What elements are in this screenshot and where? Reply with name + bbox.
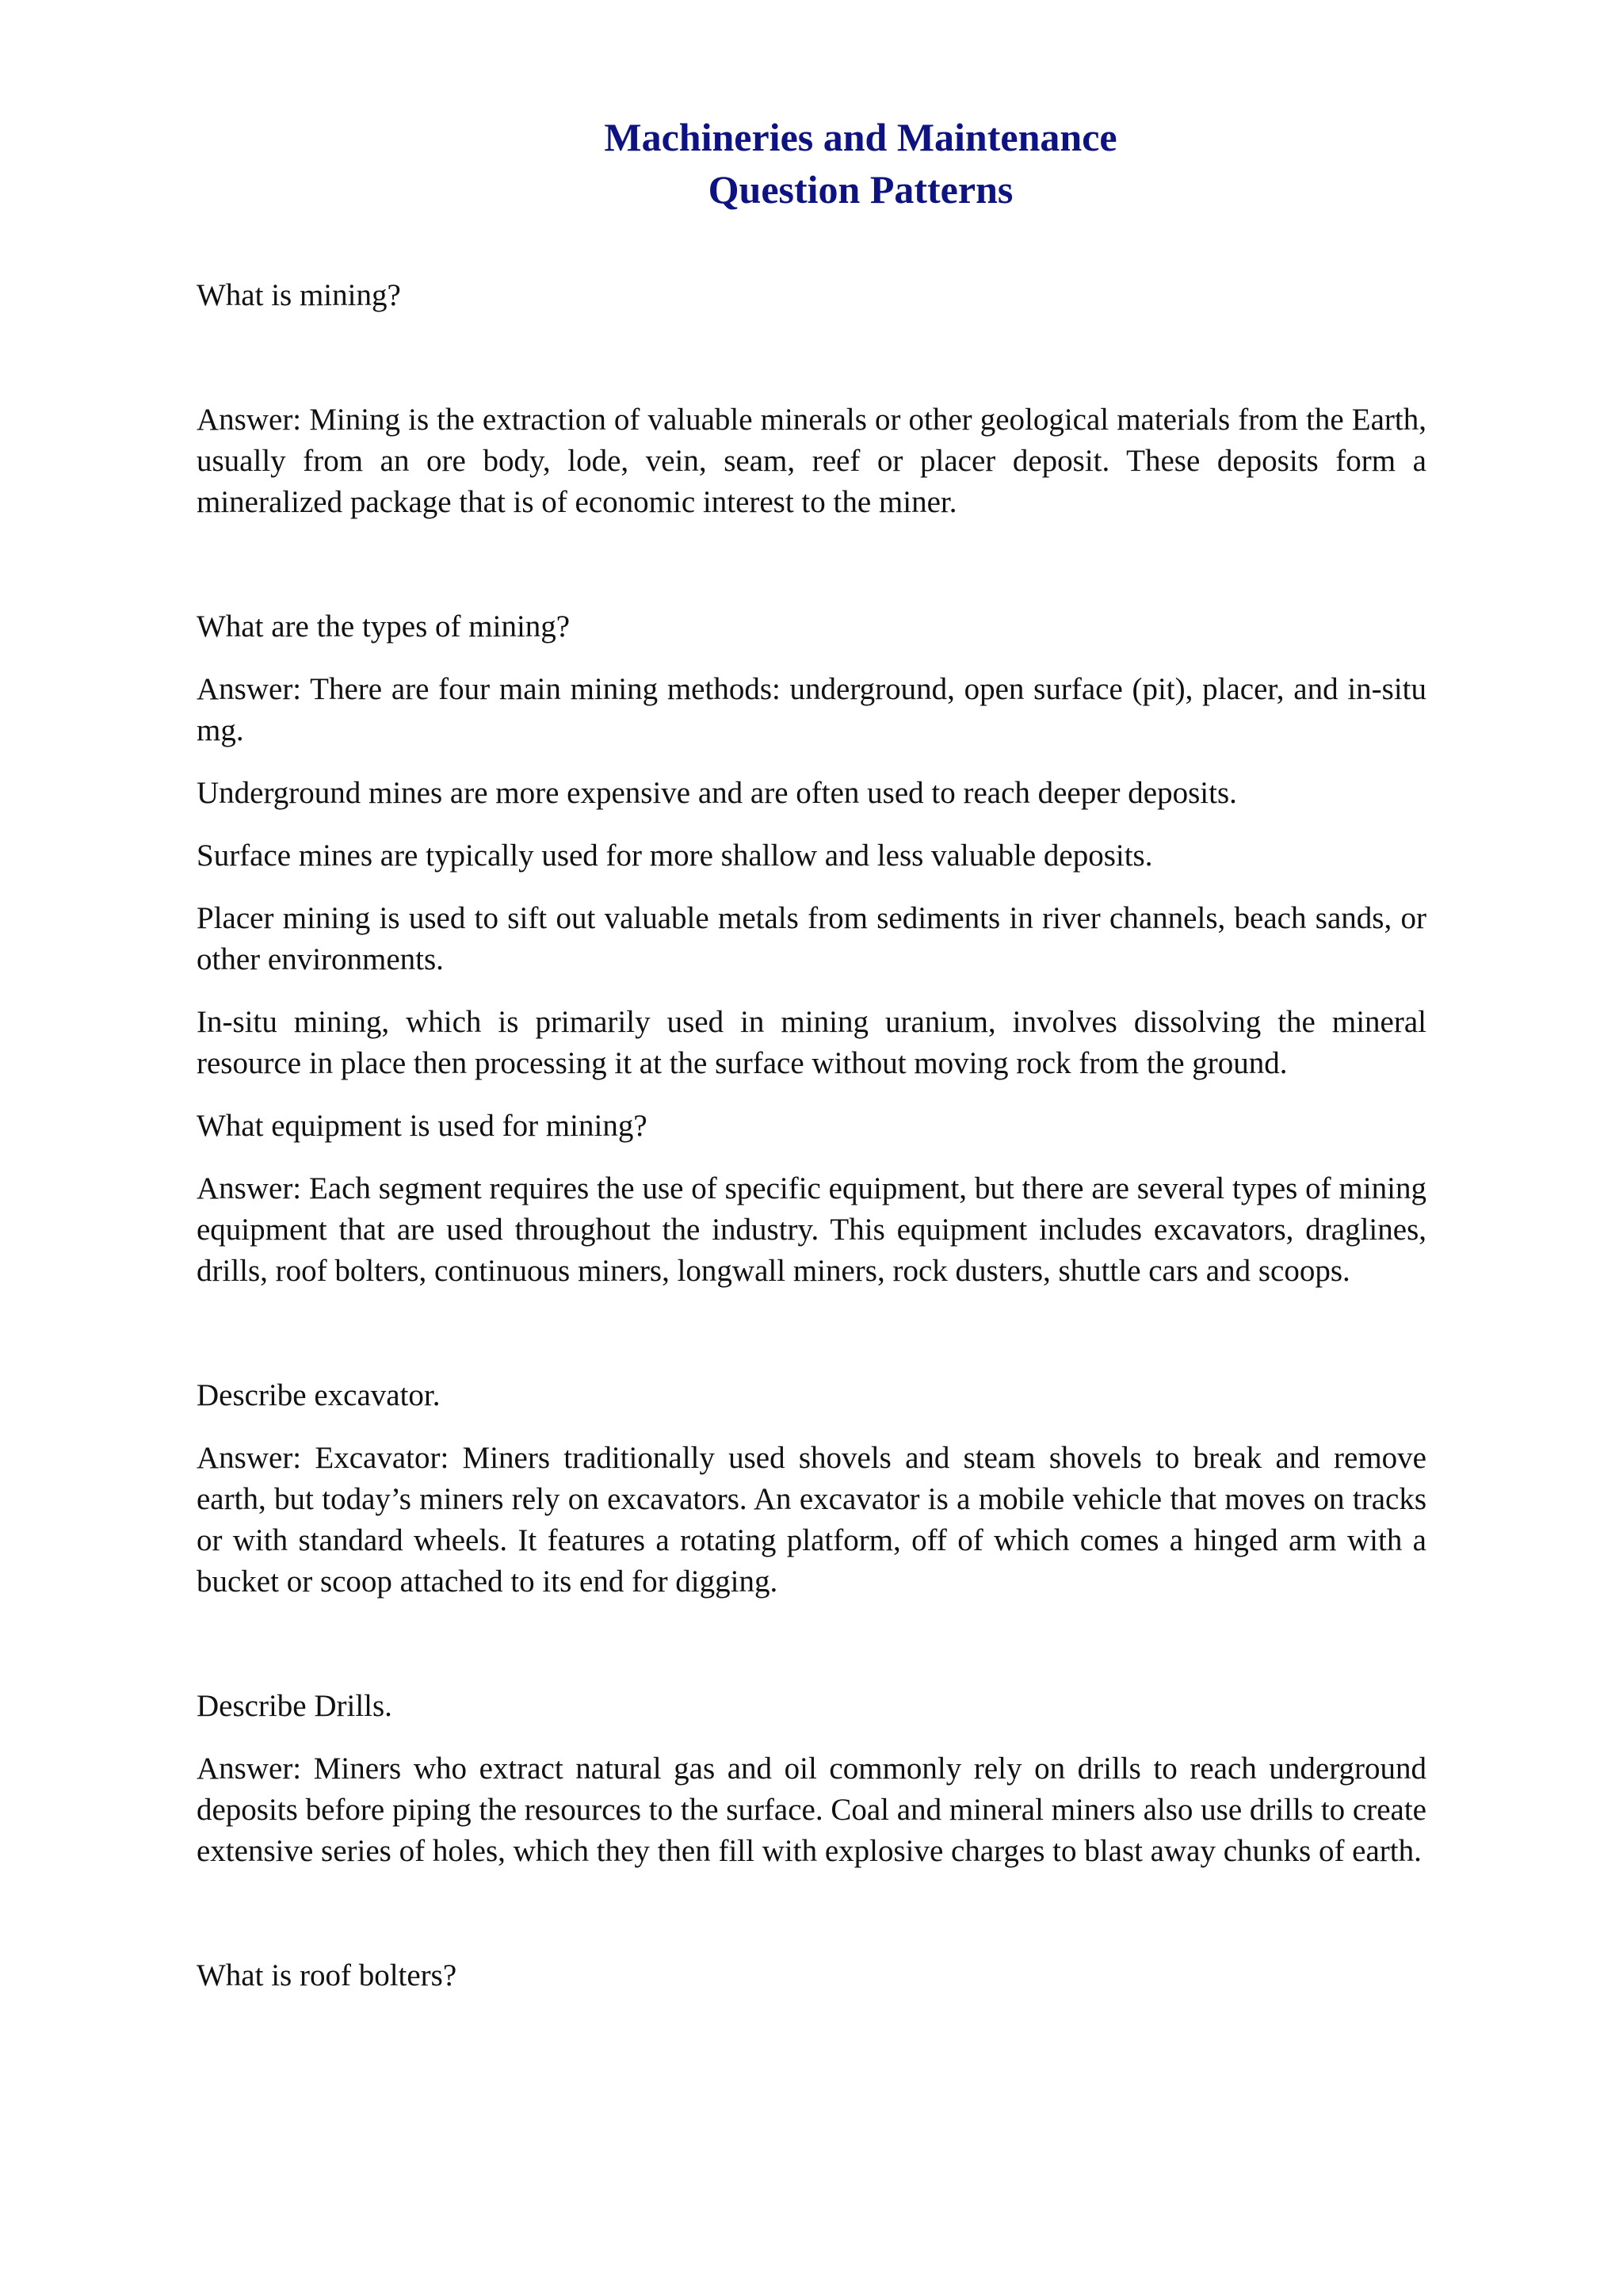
answer-describe-drills: Answer: Miners who extract natural gas and oil commonly rely on drills to reach underground deposits before piping the resources to the surface. Coal and mineral miners also use drills to create extensive series of holes, which they then fill with explosive charges to blast away chunks of earth. [197, 1752, 1426, 1868]
paragraph-underground-mines: Underground mines are more expensive and are often used to reach deeper deposits. [197, 776, 1237, 810]
title-line-1: Machineries and Maintenance [604, 115, 1117, 159]
paragraph-surface-mines: Surface mines are typically used for more shallow and less valuable deposits. [197, 839, 1153, 873]
question-equipment: What equipment is used for mining? [197, 1109, 647, 1143]
question-types-of-mining: What are the types of mining? [197, 609, 571, 644]
page-title [0, 111, 1623, 216]
question-describe-excavator: Describe excavator. [197, 1378, 441, 1412]
answer-types-of-mining: Answer: There are four main mining methods: underground, open surface (pit), placer, and in-situ mg. [197, 672, 1426, 747]
question-what-is-mining: What is mining? [197, 278, 401, 312]
answer-what-is-mining: Answer: Mining is the extraction of valuable minerals or other geological materials from the Earth, usually from an ore body, lode, vein, seam, reef or placer deposit. These deposits form a mineralized package that is of economic interest to the miner. [197, 403, 1426, 519]
answer-describe-excavator: Answer: Excavator: Miners traditionally used shovels and steam shovels to break and remove earth, but today’s miners rely on excavators. An excavator is a mobile vehicle that moves on tracks or with standard wheels. It features a rotating platform, off of which comes a hinged arm with a bucket or scoop attached to its end for digging. [197, 1441, 1426, 1599]
title-line-2: Question Patterns [708, 167, 1014, 212]
paragraph-in-situ-mining: In-situ mining, which is primarily used in mining uranium, involves dissolving the mineral resource in place then processing it at the surface without moving rock from the ground. [197, 1005, 1426, 1080]
question-describe-drills: Describe Drills. [197, 1689, 392, 1723]
question-roof-bolters: What is roof bolters? [197, 1958, 457, 1992]
paragraph-placer-mining: Placer mining is used to sift out valuable metals from sediments in river channels, beach sands, or other environments. [197, 901, 1426, 976]
document-body [197, 275, 1426, 1996]
answer-equipment: Answer: Each segment requires the use of specific equipment, but there are several types of mining equipment that are used throughout the industry. This equipment includes excavators, draglines, drills, roof bolters, continuous miners, longwall miners, rock dusters, shuttle cars and scoops. [197, 1171, 1426, 1288]
